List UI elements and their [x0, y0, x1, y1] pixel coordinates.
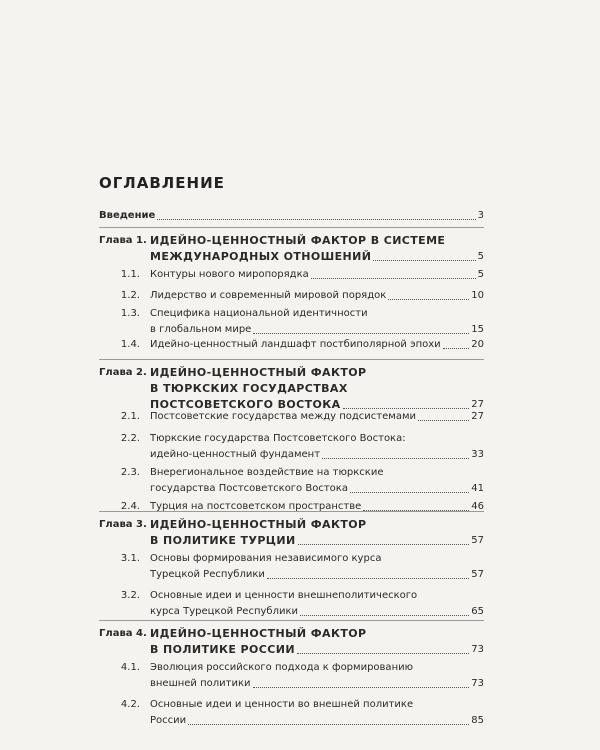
leader-dots	[350, 492, 469, 493]
section-title: Постсоветские государства между подсистемами	[150, 411, 416, 422]
toc-entry-introduction	[0, 208, 600, 224]
section-title: Лидерство и современный мировой порядок	[150, 290, 387, 301]
section-number: 3.2.	[120, 590, 140, 601]
chapter-heading	[0, 365, 600, 381]
section-number: 4.1.	[120, 662, 140, 673]
section-title: Эволюция российского подхода к формированию	[150, 662, 414, 673]
section-title: Специфика национальной идентичности	[150, 308, 368, 319]
chapter-heading	[0, 517, 600, 533]
section-entry	[0, 306, 600, 322]
section-entry	[0, 697, 600, 713]
chapter-heading	[0, 233, 600, 249]
chapter-title: МЕЖДУНАРОДНЫХ ОТНОШЕНИЙ	[150, 250, 372, 263]
chapter-label: Глава 2.	[99, 367, 147, 378]
page-number: 73	[471, 678, 484, 689]
section-number: 2.2.	[120, 433, 140, 444]
section-number: 2.1.	[120, 411, 140, 422]
section-title: государства Постсоветского Востока	[150, 483, 348, 494]
chapter-title: ИДЕЙНО-ЦЕННОСТНЫЙ ФАКТОР В СИСТЕМЕ	[150, 234, 446, 247]
section-entry	[0, 499, 600, 515]
leader-dots	[373, 260, 475, 261]
leader-dots	[300, 615, 469, 616]
chapter-title: ИДЕЙНО-ЦЕННОСТНЫЙ ФАКТОР	[150, 518, 367, 531]
page-number: 85	[471, 715, 484, 726]
section-title: Тюркские государства Постсоветского Востока:	[150, 433, 406, 444]
section-entry	[0, 660, 600, 676]
leader-dots	[418, 420, 469, 421]
page-number: 27	[471, 411, 484, 422]
divider	[99, 359, 484, 360]
leader-dots	[253, 687, 470, 688]
section-title: Внерегиональное воздействие на тюркские	[150, 467, 384, 478]
section-number: 1.2.	[120, 290, 140, 301]
toc-title: ОГЛАВЛЕНИЕ	[99, 174, 225, 192]
chapter-label: Глава 1.	[99, 235, 147, 246]
page-number: 46	[471, 501, 484, 512]
leader-dots	[188, 724, 469, 725]
section-title: внешней политики	[150, 678, 251, 689]
section-entry	[0, 409, 600, 425]
leader-dots	[311, 278, 476, 279]
section-title: Турецкой Республики	[150, 569, 265, 580]
section-title: курса Турецкой Республики	[150, 606, 299, 617]
section-entry	[0, 267, 600, 283]
section-entry-cont	[0, 676, 600, 692]
section-number: 3.1.	[120, 553, 140, 564]
section-title: Турция на постсоветском пространстве	[150, 501, 362, 512]
section-title: идейно-ценностный фундамент	[150, 449, 321, 460]
chapter-title: ПОСТСОВЕТСКОГО ВОСТОКА	[150, 398, 341, 411]
chapter-heading-cont	[0, 381, 600, 397]
section-number: 2.3.	[120, 467, 140, 478]
section-entry-cont	[0, 713, 600, 729]
page-number: 10	[471, 290, 484, 301]
section-title: в глобальном мире	[150, 324, 252, 335]
section-number: 1.1.	[120, 269, 140, 280]
section-title: Идейно-ценностный ландшафт постбиполярной эпохи	[150, 339, 441, 350]
chapter-title: В ПОЛИТИКЕ РОССИИ	[150, 643, 295, 656]
chapter-label: Глава 4.	[99, 628, 147, 639]
section-entry-cont	[0, 322, 600, 338]
section-title: Основы формирования независимого курса	[150, 553, 382, 564]
chapter-title: ИДЕЙНО-ЦЕННОСТНЫЙ ФАКТОР	[150, 366, 367, 379]
leader-dots	[388, 299, 469, 300]
section-number: 1.4.	[120, 339, 140, 350]
divider	[99, 227, 484, 228]
chapter-heading-cont	[0, 642, 600, 658]
chapter-heading	[0, 626, 600, 642]
section-entry	[0, 588, 600, 604]
page-number: 15	[471, 324, 484, 335]
page-number: 65	[471, 606, 484, 617]
section-number: 1.3.	[120, 308, 140, 319]
page-number: 41	[471, 483, 484, 494]
section-entry	[0, 431, 600, 447]
page-number: 5	[477, 251, 484, 262]
chapter-label: Глава 3.	[99, 519, 147, 530]
page-number: 73	[471, 644, 484, 655]
chapter-title: В ТЮРКСКИХ ГОСУДАРСТВАХ	[150, 382, 348, 395]
section-entry-cont	[0, 567, 600, 583]
divider	[99, 620, 484, 621]
section-entry	[0, 288, 600, 304]
section-number: 2.4.	[120, 501, 140, 512]
divider	[99, 511, 484, 512]
section-entry	[0, 465, 600, 481]
section-entry-cont	[0, 604, 600, 620]
page-number: 3	[477, 210, 484, 221]
chapter-title: ИДЕЙНО-ЦЕННОСТНЫЙ ФАКТОР	[150, 627, 367, 640]
section-entry	[0, 337, 600, 353]
leader-dots	[297, 653, 469, 654]
chapter-title: В ПОЛИТИКЕ ТУРЦИИ	[150, 534, 296, 547]
leader-dots	[253, 333, 469, 334]
section-title: Основные идеи и ценности во внешней политике	[150, 699, 414, 710]
page-number: 27	[471, 399, 484, 410]
section-title: Контуры нового миропорядка	[150, 269, 309, 280]
page-number: 57	[471, 569, 484, 580]
section-entry-cont	[0, 481, 600, 497]
page-number: 5	[477, 269, 484, 280]
leader-dots	[267, 578, 469, 579]
leader-dots	[322, 458, 469, 459]
section-title: Основные идеи и ценности внешнеполитического	[150, 590, 418, 601]
leader-dots	[298, 544, 470, 545]
section-entry-cont	[0, 447, 600, 463]
page-number: 57	[471, 535, 484, 546]
leader-dots	[443, 348, 470, 349]
leader-dots	[157, 219, 475, 220]
section-entry	[0, 551, 600, 567]
page-number: 20	[471, 339, 484, 350]
chapter-heading-cont	[0, 533, 600, 549]
section-title: России	[150, 715, 187, 726]
page-number: 33	[471, 449, 484, 460]
introduction-label: Введение	[99, 210, 156, 221]
section-number: 4.2.	[120, 699, 140, 710]
chapter-heading-cont	[0, 249, 600, 265]
